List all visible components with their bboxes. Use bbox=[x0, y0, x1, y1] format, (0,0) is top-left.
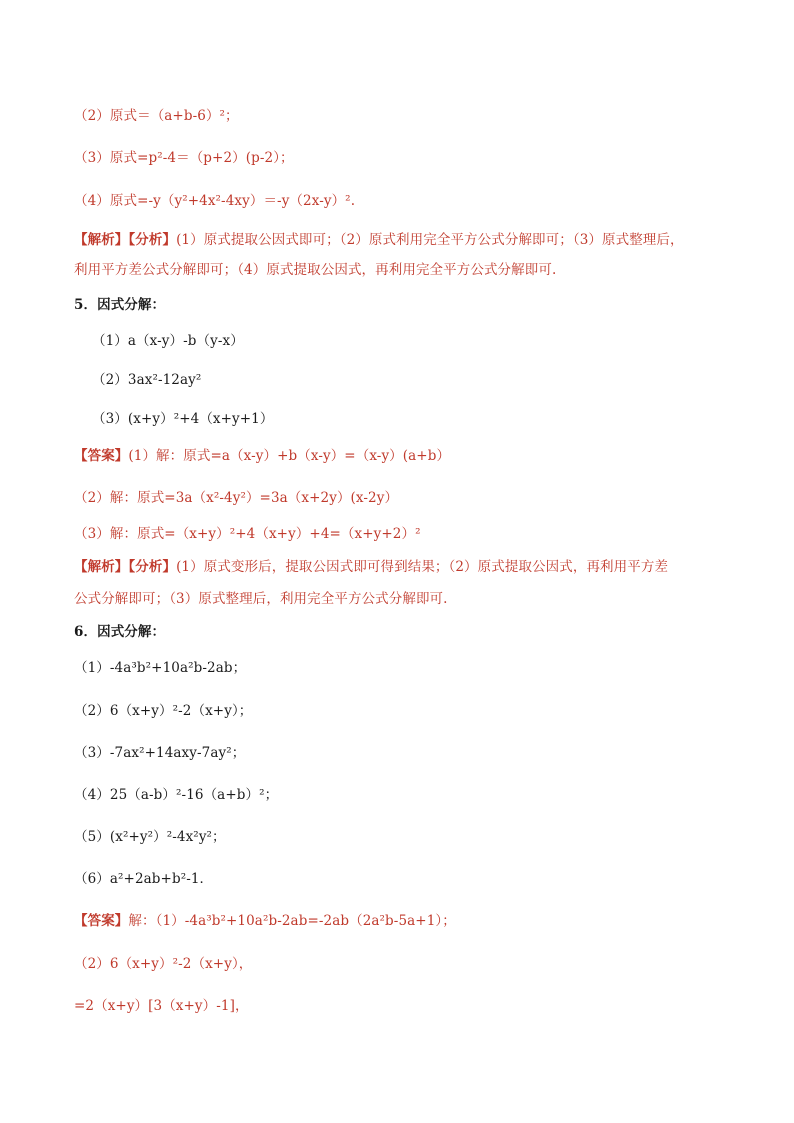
question-5-part-2: （2）3ax²-12ay² bbox=[92, 372, 202, 388]
solution-line-4-4: （4）原式=-y（y²+4x²-4xy）＝-y（2x-y）². bbox=[74, 193, 356, 209]
answer-tag: 【答案】 bbox=[74, 913, 129, 929]
answer-line-6-1: 【答案】解：（1）-4a³b²+10a²b-2ab=-2ab（2a²b-5a+1）； bbox=[74, 913, 456, 929]
analysis-line-5-b: 公式分解即可；（3）原式整理后，利用完全平方公式分解即可. bbox=[74, 591, 448, 607]
question-5-heading: 5．因式分解： bbox=[74, 297, 166, 313]
analysis-line-4-b: 利用平方差公式分解即可；（4）原式提取公因式，再利用完全平方公式分解即可. bbox=[74, 262, 557, 278]
question-6-heading: 6．因式分解： bbox=[74, 624, 166, 640]
question-6-part-1: （1）-4a³b²+10a²b-2ab； bbox=[74, 660, 247, 676]
solution-line-4-3: （3）原式=p²-4＝（p+2）(p-2）； bbox=[74, 150, 294, 166]
analysis-tag: 【解析】【分析】 bbox=[74, 232, 177, 248]
question-6-part-6: （6）a²+2ab+b²-1． bbox=[74, 871, 214, 887]
answer-line-5-1: 【答案】(1）解：原式=a（x-y）+b（x-y）=（x-y）(a+b） bbox=[74, 448, 451, 464]
question-5-part-1: （1）a（x-y）-b（y-x） bbox=[92, 333, 244, 349]
question-6-part-3: （3）-7ax²+14axy-7ay²； bbox=[74, 745, 246, 761]
question-5-part-3: （3）(x+y）²+4（x+y+1） bbox=[92, 411, 274, 427]
analysis-tag: 【解析】【分析】 bbox=[74, 559, 177, 575]
answer-tag: 【答案】 bbox=[74, 448, 129, 464]
answer-line-6-2: （2）6（x+y）²-2（x+y）， bbox=[74, 956, 253, 972]
question-6-part-4: （4）25（a-b）²-16（a+b）²； bbox=[74, 787, 279, 803]
analysis-line-5-a: 【解析】【分析】(1）原式变形后，提取公因式即可得到结果；（2）原式提取公因式，再利用平方差 bbox=[74, 559, 669, 575]
answer-line-5-2: （2）解：原式=3a（x²-4y²）=3a（x+2y）(x-2y） bbox=[74, 490, 399, 506]
answer-line-6-3: =2（x+y）[3（x+y）-1]， bbox=[74, 998, 249, 1014]
solution-line-4-2: （2）原式＝（a+b-6）²； bbox=[74, 108, 239, 124]
question-6-part-5: （5）(x²+y²）²-4x²y²； bbox=[74, 829, 226, 845]
analysis-line-4-a: 【解析】【分析】(1）原式提取公因式即可；（2）原式利用完全平方公式分解即可；（3）原式整理后， bbox=[74, 232, 684, 248]
question-6-part-2: （2）6（x+y）²-2（x+y）； bbox=[74, 703, 253, 719]
answer-line-5-3: （3）解：原式=（x+y）²+4（x+y）+4=（x+y+2）² bbox=[74, 526, 421, 542]
